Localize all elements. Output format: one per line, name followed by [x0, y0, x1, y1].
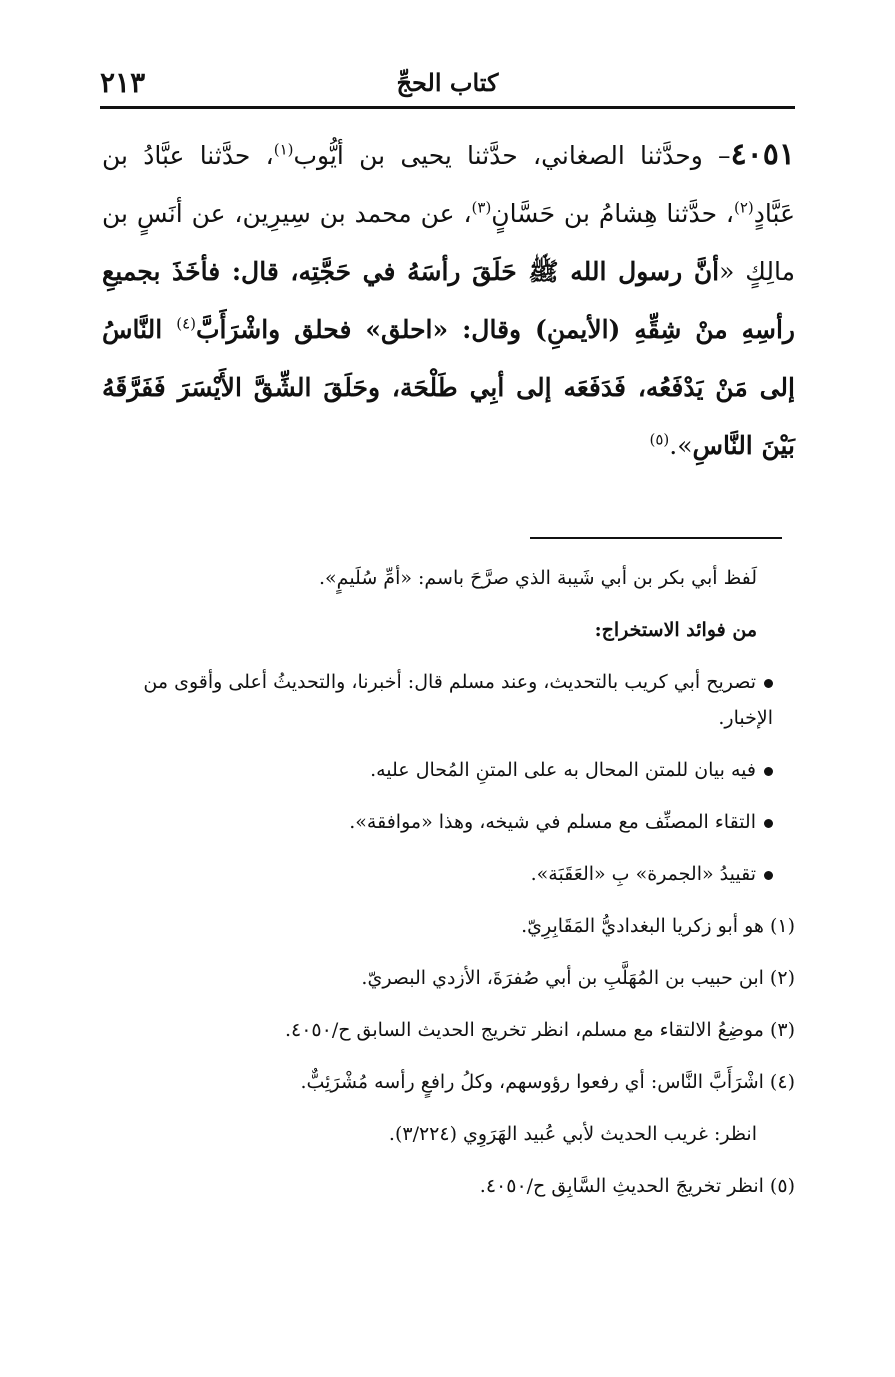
footnote-continuation: لَفظ أبي بكر بن أبي شَيبة الذي صرَّحَ باسم: «أمِّ سُلَيمٍ».: [319, 567, 757, 589]
hadith-isnad-4: ، عن محمد بن سِيرِين، عن أنَسٍ بن مالِكٍ «: [102, 199, 796, 286]
hadith-isnad-3: ، حدَّثنا هِشامُ بن حَسَّانٍ: [491, 199, 734, 228]
footnote-ref-4[interactable]: (٤): [176, 314, 196, 333]
footnote-5: (٥) انظر تخريجَ الحديثِ السَّابِق ح/٤٠٥٠.: [479, 1175, 795, 1197]
footnote-ref-3[interactable]: (٣): [471, 198, 492, 217]
benefit-text: تصريح أبي كريب بالتحديث، وعند مسلم قال: أخبرنا، والتحديثُ أعلى وأقوى من الإخبار.: [143, 671, 773, 729]
hadith-number: ٤٠٥١: [730, 137, 796, 172]
footnote-4: (٤) اشْرَأَبَّ النَّاس: أي رفعوا رؤوسهم، وكلُ رافعٍ رأسه مُشْرَئِبٌّ.: [300, 1071, 795, 1093]
hadith-isnad-2: ، حدَّثنا عبَّادُ بن عَبَّادٍ: [102, 141, 795, 228]
header-rule: [100, 106, 795, 109]
benefit-text: تقييدُ «الجمرة» بِ «العَقَبَة».: [530, 863, 756, 885]
hadith-isnad-1: – وحدَّثنا الصغاني، حدَّثنا يحيى بن أيُّوب: [293, 141, 731, 170]
bullet-icon: [764, 819, 773, 828]
hadith-text: [102, 126, 795, 475]
chapter-title: كتاب الحجِّ: [396, 68, 499, 97]
page-number: ٢١٣: [100, 66, 146, 99]
footnote-2: (٢) ابن حبيب بن المُهَلَّبِ بن أبي صُفرَةَ، الأزدي البصريّ.: [361, 967, 795, 989]
bullet-icon: [764, 679, 773, 688]
footnote-4-reference: انظر: غريب الحديث لأبي عُبيد الهَرَوِي (٣/٢٢٤).: [388, 1123, 757, 1145]
hadith-end: ».: [669, 431, 693, 460]
hadith-paragraph: [102, 126, 795, 475]
running-header: [100, 68, 795, 104]
footnote-separator: [530, 537, 782, 539]
footnote-ref-5[interactable]: (٥): [649, 430, 670, 449]
benefit-text: التقاء المصنِّف مع مسلم في شيخه، وهذا «موافقة».: [349, 811, 756, 833]
hadith-matn-2: النَّاسُ إلى مَنْ يَدْفَعُه، فَدَفَعَه إلى أبِي طَلْحَة، وحَلَقَ الشِّقَّ الأَيْسَرَ فَفَرَّقَهُ بَيْنَ النَّاسِ: [102, 315, 795, 460]
benefit-item: [100, 664, 795, 736]
bullet-icon: [764, 767, 773, 776]
footnote-3: (٣) موضِعُ الالتقاء مع مسلم، انظر تخريج الحديث السابق ح/٤٠٥٠.: [284, 1019, 795, 1041]
footnote-1: (١) هو أبو زكريا البغداديُّ المَقَابِرِيّ.: [521, 915, 795, 937]
benefit-text: فيه بيان للمتن المحال به على المتنِ المُحال عليه.: [370, 759, 756, 781]
benefit-item: [100, 752, 795, 788]
hadith-matn-1: أنَّ رسول الله ﷺ حَلَقَ رأسَهُ في حَجَّتِه، قال: فأخَذَ بجميعِ رأسِهِ منْ شِقِّهِ (الأيمنِ) وقال: «احلق» فحلق واشْرَأَبَّ: [102, 257, 796, 344]
benefit-item: [100, 856, 795, 892]
bullet-icon: [764, 871, 773, 880]
footnote-ref-2[interactable]: (٢): [734, 198, 754, 217]
footnote-ref-1[interactable]: (١): [273, 140, 294, 159]
benefits-heading: من فوائد الاستخراج:: [594, 619, 757, 641]
benefit-item: [100, 804, 795, 840]
footnotes-section: [100, 560, 795, 1220]
